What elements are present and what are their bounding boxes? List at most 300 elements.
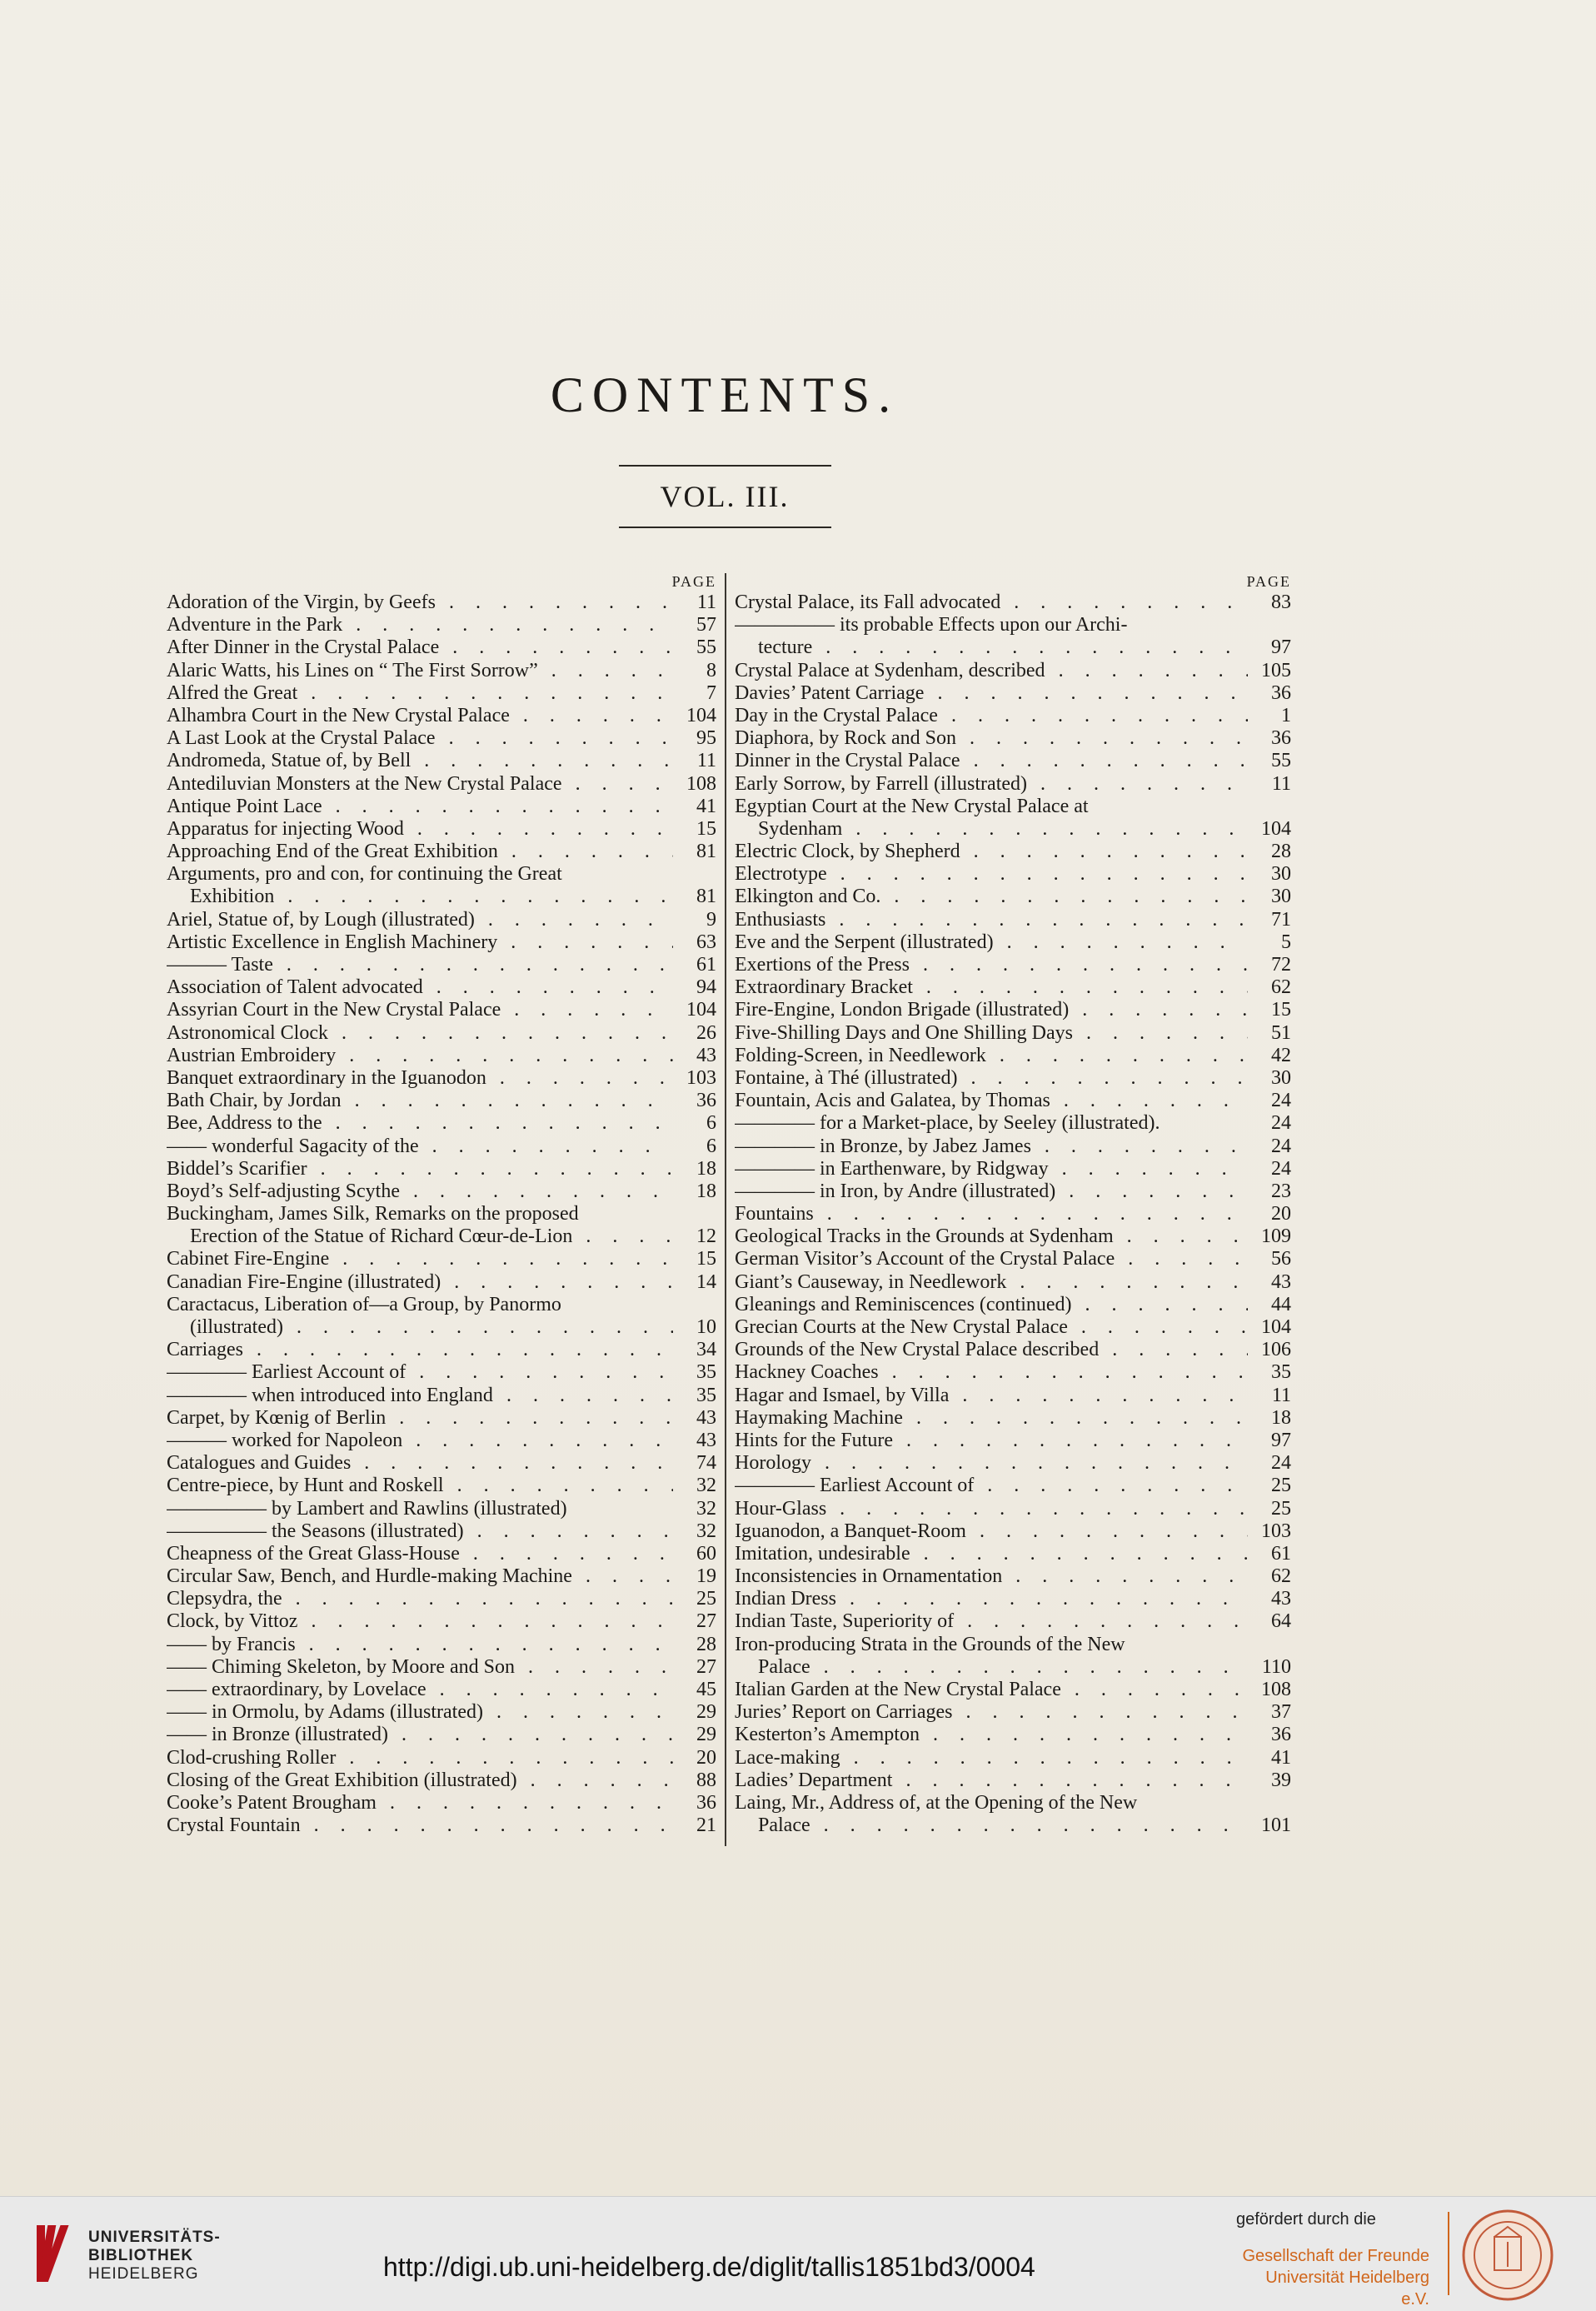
toc-entry <box>167 1385 716 1407</box>
toc-entry <box>167 863 716 886</box>
toc-entry-title: Alhambra Court in the New Crystal Palace . . . <box>167 705 673 727</box>
toc-entry <box>735 1724 1291 1746</box>
toc-entry-page: 24 <box>1271 1090 1291 1112</box>
toc-entry-title: Folding-Screen, in Needlework . . . <box>735 1045 1248 1067</box>
toc-entry-title: Hagar and Ismael, by Villa . . . <box>735 1385 1248 1407</box>
toc-entry-title: —— Chiming Skeleton, by Moore and Son . . . <box>167 1656 673 1679</box>
toc-entry <box>735 727 1291 750</box>
toc-entry <box>167 1180 716 1203</box>
toc-entry-page: 108 <box>1261 1679 1291 1700</box>
toc-entry <box>167 1271 716 1294</box>
toc-entry-title: Iron-producing Strata in the Grounds of the New <box>735 1633 1125 1655</box>
toc-entry-title: Caractacus, Liberation of—a Group, by Panormo <box>167 1293 561 1315</box>
toc-entry-page: 5 <box>1281 931 1291 953</box>
toc-entry <box>735 909 1291 931</box>
toc-entry <box>167 1565 716 1588</box>
toc-entry <box>735 863 1291 886</box>
toc-entry-title: —— in Ormolu, by Adams (illustrated) . . . <box>167 1701 673 1724</box>
permalink-url[interactable]: http://digi.ub.uni-heidelberg.de/diglit/tallis1851bd3/0004 <box>383 2252 1035 2282</box>
toc-entry <box>735 705 1291 727</box>
toc-entry <box>735 999 1291 1021</box>
toc-entry <box>735 1701 1291 1724</box>
toc-entry <box>167 1090 716 1112</box>
toc-entry-title: (illustrated) . . . <box>190 1316 673 1339</box>
toc-entry-title: Ariel, Statue of, by Lough (illustrated) . . . <box>167 909 673 931</box>
toc-entry-page: 28 <box>696 1633 716 1655</box>
toc-entry-page: 109 <box>1261 1225 1291 1248</box>
toc-entry-page: 39 <box>1271 1769 1291 1791</box>
toc-entry-title: ———— when introduced into England . . . <box>167 1385 673 1407</box>
toc-entry <box>167 1588 716 1610</box>
toc-entry-page: 24 <box>1271 1112 1291 1135</box>
toc-entry <box>735 1452 1291 1475</box>
toc-entry <box>167 1792 716 1814</box>
toc-entry-title: Fontaine, à Thé (illustrated) . . . <box>735 1067 1248 1090</box>
toc-entry-title: Horology . . . <box>735 1452 1248 1475</box>
toc-entry <box>167 1361 716 1384</box>
toc-entry-page: 24 <box>1271 1157 1291 1180</box>
toc-entry-title: Crystal Palace, its Fall advocated . . . <box>735 591 1248 614</box>
toc-entry <box>735 591 1291 614</box>
toc-entry <box>167 773 716 796</box>
toc-entry-page: 104 <box>1261 817 1291 840</box>
toc-entry <box>167 1136 716 1158</box>
toc-entry-page: 14 <box>696 1270 716 1293</box>
toc-entry <box>735 1067 1291 1090</box>
toc-entry-title: Exertions of the Press . . . <box>735 954 1248 976</box>
toc-entry-title: —— extraordinary, by Lovelace . . . <box>167 1679 673 1701</box>
toc-entry-page: 110 <box>1261 1655 1291 1678</box>
toc-entry <box>167 1407 716 1430</box>
toc-entry-page: 35 <box>696 1384 716 1406</box>
toc-entry <box>735 1656 1291 1679</box>
toc-entry-title: German Visitor’s Account of the Crystal Palace . . . <box>735 1248 1248 1270</box>
toc-entry <box>167 796 716 818</box>
toc-entry-title: Fountain, Acis and Galatea, by Thomas . . . <box>735 1090 1248 1112</box>
toc-entry-title: Cabinet Fire-Engine . . . <box>167 1248 673 1270</box>
toc-entry <box>735 1385 1291 1407</box>
viewer-footer <box>0 2196 1596 2311</box>
toc-entry <box>735 1747 1291 1769</box>
toc-entry-page: 24 <box>1271 1135 1291 1157</box>
toc-entry-title: Exhibition . . . <box>190 886 673 908</box>
toc-entry-title: Adventure in the Park . . . <box>167 614 673 636</box>
toc-entry <box>735 1792 1291 1814</box>
toc-entry <box>735 1271 1291 1294</box>
toc-entry <box>167 614 716 636</box>
toc-entry-page: 55 <box>696 636 716 659</box>
toc-entry-page: 25 <box>1271 1497 1291 1520</box>
toc-entry-title: Austrian Embroidery . . . <box>167 1045 673 1067</box>
toc-entry-page: 9 <box>706 908 716 931</box>
toc-entry-title: Grecian Courts at the New Crystal Palace . . . <box>735 1316 1248 1339</box>
toc-entry <box>167 1701 716 1724</box>
toc-entry-title: Crystal Palace at Sydenham, described . . . <box>735 660 1248 682</box>
toc-entry <box>167 1203 716 1225</box>
toc-entry-page: 64 <box>1271 1610 1291 1633</box>
toc-entry-title: Lace-making . . . <box>735 1747 1248 1769</box>
volume-heading: VOL. III. <box>660 480 790 513</box>
toc-entry-page: 45 <box>696 1679 716 1700</box>
toc-entry-page: 95 <box>696 727 716 750</box>
toc-entry <box>735 1565 1291 1588</box>
toc-entry-page: 55 <box>1271 750 1291 772</box>
toc-entry-page: 28 <box>1271 841 1291 863</box>
toc-entry-title: Adoration of the Virgin, by Geefs . . . <box>167 591 673 614</box>
toc-entry-page: 43 <box>696 1429 716 1451</box>
toc-entry-page: 61 <box>696 954 716 976</box>
toc-entry-title: Catalogues and Guides . . . <box>167 1452 673 1475</box>
toc-entry-page: 56 <box>1271 1248 1291 1270</box>
toc-entry-page: 11 <box>696 591 716 613</box>
toc-entry-page: 88 <box>696 1769 716 1791</box>
toc-entry <box>735 1339 1291 1361</box>
column-divider <box>725 573 726 1846</box>
toc-entry-title: Andromeda, Statue of, by Bell . . . <box>167 750 673 772</box>
toc-entry <box>735 1769 1291 1792</box>
toc-entry <box>735 1814 1291 1837</box>
toc-entry <box>167 976 716 999</box>
toc-entry <box>167 1225 716 1248</box>
toc-entry-title: ———— Earliest Account of . . . <box>167 1361 673 1384</box>
toc-entry <box>167 954 716 976</box>
toc-entry-title: Crystal Fountain . . . <box>167 1814 673 1837</box>
toc-entry-title: Indian Dress . . . <box>735 1588 1248 1610</box>
toc-entry <box>167 1067 716 1090</box>
toc-entry <box>735 1112 1291 1135</box>
sponsor-name-line: Universität Heidelberg e.V. <box>1265 2269 1429 2309</box>
toc-entry-page: 15 <box>1271 999 1291 1021</box>
toc-entry-title: Inconsistencies in Ornamentation . . . <box>735 1565 1248 1588</box>
title-rule-top <box>619 465 831 467</box>
toc-entry-page: 72 <box>1271 954 1291 976</box>
toc-entry-page: 35 <box>696 1361 716 1384</box>
toc-entry-page: 29 <box>696 1724 716 1746</box>
toc-entry-title: Sydenham . . . <box>758 818 1248 841</box>
title-rule-bottom <box>619 527 831 528</box>
toc-entry <box>735 954 1291 976</box>
toc-entry-page: 105 <box>1261 659 1291 681</box>
toc-entry-title: Indian Taste, Superiority of . . . <box>735 1610 1248 1633</box>
toc-entry <box>735 614 1291 636</box>
toc-entry <box>735 886 1291 908</box>
toc-entry-title: Circular Saw, Bench, and Hurdle-making Machine . . . <box>167 1565 673 1588</box>
toc-entry-page: 37 <box>1271 1701 1291 1724</box>
toc-entry-page: 51 <box>1271 1021 1291 1044</box>
toc-entry <box>735 636 1291 659</box>
toc-entry-title: —— in Bronze (illustrated) . . . <box>167 1724 673 1746</box>
toc-entry <box>167 1634 716 1656</box>
toc-entry-title: Hackney Coaches . . . <box>735 1361 1248 1384</box>
toc-entry-page: 83 <box>1271 591 1291 613</box>
toc-entry-page: 61 <box>1271 1542 1291 1565</box>
toc-entry <box>735 1090 1291 1112</box>
toc-entry <box>735 1136 1291 1158</box>
toc-entry <box>167 1452 716 1475</box>
toc-entry-title: Imitation, undesirable . . . <box>735 1543 1248 1565</box>
toc-entry <box>167 1656 716 1679</box>
toc-entry-title: Palace . . . <box>758 1656 1248 1679</box>
toc-entry-title: Association of Talent advocated . . . <box>167 976 673 999</box>
sponsor-name-line: Gesellschaft der Freunde <box>1242 2247 1429 2265</box>
footer-divider <box>1448 2212 1449 2295</box>
toc-entry-title: Astronomical Clock . . . <box>167 1022 673 1045</box>
toc-entry <box>735 1158 1291 1180</box>
contents-column-right <box>735 573 1291 1837</box>
toc-entry-page: 94 <box>696 976 716 999</box>
library-name-line: UNIVERSITÄTS- <box>88 2229 221 2246</box>
toc-entry-page: 101 <box>1261 1814 1291 1837</box>
toc-entry-page: 15 <box>696 817 716 840</box>
toc-entry-title: Carriages . . . <box>167 1339 673 1361</box>
toc-entry-page: 62 <box>1271 1565 1291 1588</box>
toc-entry-page: 10 <box>696 1316 716 1338</box>
toc-entry <box>735 773 1291 796</box>
university-seal-icon <box>1461 2209 1554 2302</box>
library-name-line: BIBLIOTHEK <box>88 2247 194 2264</box>
toc-entry-page: 74 <box>696 1452 716 1475</box>
toc-entry <box>167 1248 716 1270</box>
toc-entry-page: 30 <box>1271 1066 1291 1089</box>
toc-entry <box>167 727 716 750</box>
toc-entry <box>735 1475 1291 1497</box>
toc-entry-title: ———— in Bronze, by Jabez James . . . <box>735 1136 1248 1158</box>
toc-entry <box>167 909 716 931</box>
toc-entry-title: Eve and the Serpent (illustrated) . . . <box>735 931 1248 954</box>
toc-entry-title: Juries’ Report on Carriages . . . <box>735 1701 1248 1724</box>
toc-entry <box>167 841 716 863</box>
toc-entry-title: Hints for the Future . . . <box>735 1430 1248 1452</box>
toc-entry-page: 27 <box>696 1610 716 1633</box>
toc-entry-title: Enthusiasts . . . <box>735 909 1248 931</box>
toc-entry-title: Clod-crushing Roller . . . <box>167 1747 673 1769</box>
toc-entry-page: 63 <box>696 931 716 953</box>
toc-entry <box>167 1022 716 1045</box>
toc-entry <box>167 1543 716 1565</box>
toc-entry-page: 18 <box>1271 1406 1291 1429</box>
toc-entry <box>167 1814 716 1837</box>
toc-entry-page: 29 <box>696 1701 716 1724</box>
toc-entry-page: 71 <box>1271 908 1291 931</box>
toc-entry-title: Cheapness of the Great Glass-House . . . <box>167 1543 673 1565</box>
toc-entry-title: Elkington and Co. . . . <box>735 886 1248 908</box>
toc-entry-page: 32 <box>696 1497 716 1520</box>
toc-entry-page: 57 <box>696 614 716 636</box>
toc-entry-page: 41 <box>696 795 716 817</box>
toc-entry <box>735 750 1291 772</box>
toc-entry-title: ———— in Iron, by Andre (illustrated) . . . <box>735 1180 1248 1203</box>
toc-entry-page: 104 <box>1261 1316 1291 1338</box>
toc-entry-title: Egyptian Court at the New Crystal Palace at <box>735 795 1089 817</box>
toc-entry-page: 27 <box>696 1655 716 1678</box>
toc-entry <box>167 1294 716 1316</box>
toc-entry <box>167 660 716 682</box>
toc-entry-title: Grounds of the New Crystal Palace described . . . <box>735 1339 1248 1361</box>
toc-entry <box>167 931 716 954</box>
toc-entry-title: Assyrian Court in the New Crystal Palace . . . <box>167 999 673 1021</box>
toc-entry-page: 25 <box>1271 1475 1291 1497</box>
toc-entry <box>167 1316 716 1339</box>
toc-entry-page: 7 <box>706 681 716 704</box>
toc-entry-page: 6 <box>706 1135 716 1157</box>
toc-entry <box>735 660 1291 682</box>
toc-entry-title: Ladies’ Department . . . <box>735 1769 1248 1792</box>
toc-entry-page: 11 <box>696 750 716 772</box>
toc-entry <box>735 818 1291 841</box>
toc-entry-title: Early Sorrow, by Farrell (illustrated) . . . <box>735 773 1248 796</box>
toc-entry-page: 42 <box>1271 1044 1291 1066</box>
toc-entry <box>167 1430 716 1452</box>
toc-entry-title: Antediluvian Monsters at the New Crystal Palace . . . <box>167 773 673 796</box>
toc-entry <box>735 841 1291 863</box>
toc-entry <box>735 1588 1291 1610</box>
toc-entry-title: Boyd’s Self-adjusting Scythe . . . <box>167 1180 673 1203</box>
entry-list-left <box>167 591 716 1837</box>
toc-entry-page: 36 <box>1271 1724 1291 1746</box>
toc-entry <box>735 682 1291 705</box>
toc-entry-title: Centre-piece, by Hunt and Roskell . . . <box>167 1475 673 1497</box>
toc-entry-title: Dinner in the Crystal Palace . . . <box>735 750 1248 772</box>
toc-entry-title: Palace . . . <box>758 1814 1248 1837</box>
toc-entry-page: 43 <box>1271 1270 1291 1293</box>
toc-entry-page: 36 <box>1271 727 1291 750</box>
toc-entry-page: 30 <box>1271 863 1291 886</box>
toc-entry-title: Canadian Fire-Engine (illustrated) . . . <box>167 1271 673 1294</box>
toc-entry-title: tecture . . . <box>758 636 1248 659</box>
toc-entry-page: 104 <box>686 704 716 726</box>
toc-entry <box>735 931 1291 954</box>
toc-entry-page: 23 <box>1271 1180 1291 1202</box>
library-name <box>88 2229 221 2284</box>
toc-entry-title: ————— the Seasons (illustrated) . . . <box>167 1520 673 1543</box>
page-column-header: PAGE <box>1246 573 1291 590</box>
toc-entry <box>735 1407 1291 1430</box>
toc-entry-title: ———— for a Market-place, by Seeley (illustrated). <box>735 1112 1160 1135</box>
toc-entry-title: Giant’s Causeway, in Needlework . . . <box>735 1271 1248 1294</box>
toc-entry-page: 18 <box>696 1157 716 1180</box>
toc-entry-title: Five-Shilling Days and One Shilling Days . . . <box>735 1022 1248 1045</box>
toc-entry-page: 11 <box>1271 1384 1291 1406</box>
library-logo-icon <box>33 2222 75 2285</box>
toc-entry <box>735 976 1291 999</box>
toc-entry-title: Electrotype . . . <box>735 863 1248 886</box>
toc-entry-title: Fountains . . . <box>735 1203 1248 1225</box>
toc-entry <box>735 1498 1291 1520</box>
toc-entry-page: 20 <box>1271 1203 1291 1225</box>
toc-entry-page: 41 <box>1271 1746 1291 1769</box>
toc-entry-title: Apparatus for injecting Wood . . . <box>167 818 673 841</box>
toc-entry-title: Laing, Mr., Address of, at the Opening of the New <box>735 1791 1138 1814</box>
toc-entry-page: 97 <box>1271 636 1291 659</box>
toc-entry <box>167 1747 716 1769</box>
entry-list-right <box>735 591 1291 1837</box>
toc-entry-title: Bee, Address to the . . . <box>167 1112 673 1135</box>
page-title: CONTENTS. <box>550 367 900 422</box>
toc-entry <box>735 1180 1291 1203</box>
toc-entry <box>735 1679 1291 1701</box>
toc-entry-title: Gleanings and Reminiscences (continued) . . . <box>735 1294 1248 1316</box>
toc-entry <box>167 1724 716 1746</box>
toc-entry-title: Iguanodon, a Banquet-Room . . . <box>735 1520 1248 1543</box>
toc-entry-title: Buckingham, James Silk, Remarks on the proposed <box>167 1203 579 1225</box>
toc-entry-page: 106 <box>1261 1339 1291 1361</box>
toc-entry <box>167 1339 716 1361</box>
toc-entry-title: Day in the Crystal Palace . . . <box>735 705 1248 727</box>
toc-entry-page: 36 <box>696 1791 716 1814</box>
toc-entry-title: Alfred the Great . . . <box>167 682 673 705</box>
toc-entry-page: 103 <box>686 1066 716 1089</box>
toc-entry-title: Diaphora, by Rock and Son . . . <box>735 727 1248 750</box>
toc-entry-page: 12 <box>696 1225 716 1248</box>
toc-entry <box>167 682 716 705</box>
toc-entry-title: Erection of the Statue of Richard Cœur-de-Lion . . . <box>190 1225 673 1248</box>
toc-entry-title: Kesterton’s Amempton . . . <box>735 1724 1248 1746</box>
toc-entry-page: 97 <box>1271 1429 1291 1451</box>
toc-entry-title: —— wonderful Sagacity of the . . . <box>167 1136 673 1158</box>
toc-entry-title: Clepsydra, the . . . <box>167 1588 673 1610</box>
toc-entry <box>735 1316 1291 1339</box>
toc-entry-page: 15 <box>696 1248 716 1270</box>
toc-entry-title: Closing of the Great Exhibition (illustrated) . . . <box>167 1769 673 1792</box>
toc-entry-title: Biddel’s Scarifier . . . <box>167 1158 673 1180</box>
toc-entry-title: Bath Chair, by Jordan . . . <box>167 1090 673 1112</box>
toc-entry-title: Cooke’s Patent Brougham . . . <box>167 1792 673 1814</box>
toc-entry-page: 104 <box>686 999 716 1021</box>
toc-entry <box>167 1679 716 1701</box>
toc-entry <box>167 636 716 659</box>
toc-entry <box>167 1769 716 1792</box>
contents-column-left <box>167 573 716 1837</box>
toc-entry <box>735 1430 1291 1452</box>
toc-entry <box>167 818 716 841</box>
toc-entry <box>735 1610 1291 1633</box>
toc-entry <box>167 1112 716 1135</box>
toc-entry-page: 1 <box>1281 704 1291 726</box>
toc-entry-page: 35 <box>1271 1361 1291 1384</box>
toc-entry-title: Electric Clock, by Shepherd . . . <box>735 841 1248 863</box>
toc-entry-page: 21 <box>696 1814 716 1837</box>
toc-entry <box>735 1520 1291 1543</box>
toc-entry-title: Arguments, pro and con, for continuing the Great <box>167 863 562 886</box>
toc-entry-page: 81 <box>696 841 716 863</box>
toc-entry <box>735 1203 1291 1225</box>
toc-entry-title: ——— Taste . . . <box>167 954 673 976</box>
toc-entry-page: 25 <box>696 1588 716 1610</box>
sponsor-label: gefördert durch die <box>1236 2210 1376 2229</box>
toc-entry <box>735 1248 1291 1270</box>
toc-entry-page: 36 <box>1271 681 1291 704</box>
toc-entry <box>735 1361 1291 1384</box>
toc-entry-title: Fire-Engine, London Brigade (illustrated) . . . <box>735 999 1248 1021</box>
toc-entry-title: ——— worked for Napoleon . . . <box>167 1430 673 1452</box>
toc-entry <box>735 796 1291 818</box>
toc-entry-page: 18 <box>696 1180 716 1202</box>
toc-entry-title: Clock, by Vittoz . . . <box>167 1610 673 1633</box>
toc-entry-title: Hour-Glass . . . <box>735 1498 1248 1520</box>
toc-entry-page: 8 <box>706 659 716 681</box>
toc-entry-title: Italian Garden at the New Crystal Palace . . . <box>735 1679 1248 1701</box>
toc-entry <box>167 705 716 727</box>
toc-entry-page: 32 <box>696 1475 716 1497</box>
toc-entry-page: 6 <box>706 1112 716 1135</box>
toc-entry-title: Haymaking Machine . . . <box>735 1407 1248 1430</box>
toc-entry-page: 43 <box>696 1406 716 1429</box>
toc-entry-title: Geological Tracks in the Grounds at Sydenham . . . <box>735 1225 1248 1248</box>
toc-entry-title: ————— its probable Effects upon our Archi- <box>735 614 1128 636</box>
toc-entry-page: 20 <box>696 1746 716 1769</box>
toc-entry-page: 30 <box>1271 886 1291 908</box>
toc-entry <box>167 999 716 1021</box>
